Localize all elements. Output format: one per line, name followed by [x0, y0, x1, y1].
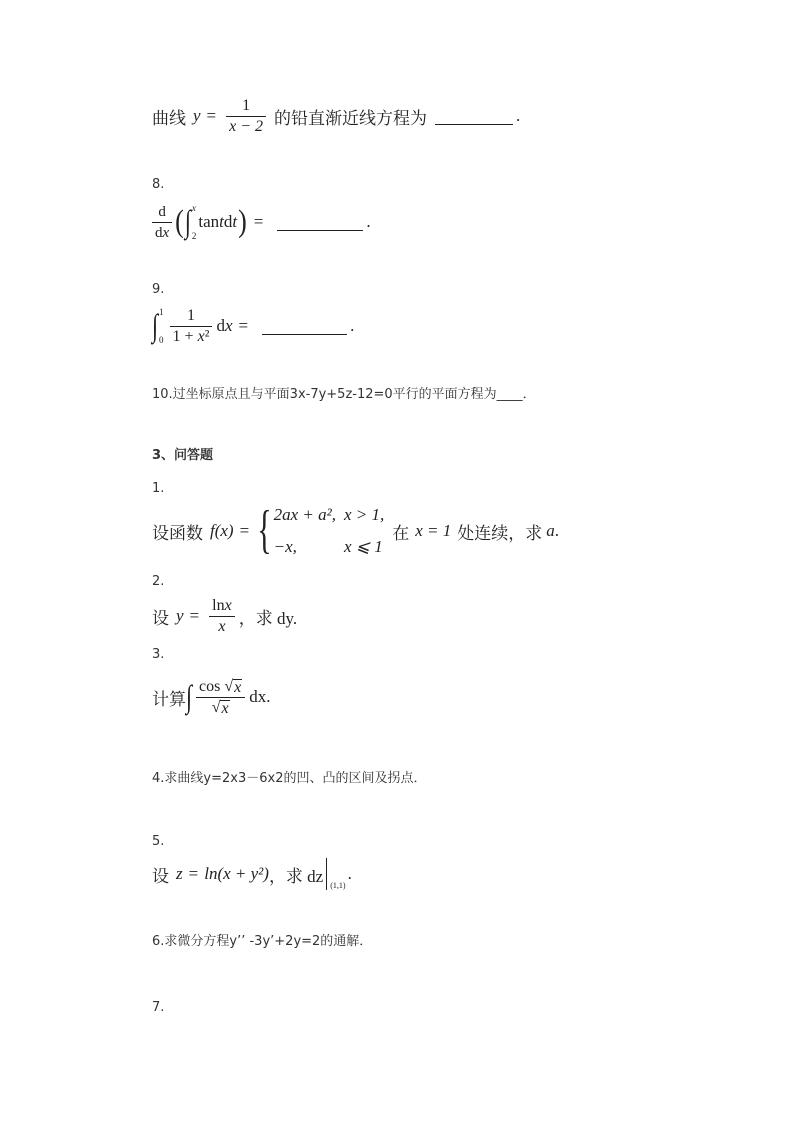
q9-period: .	[350, 316, 355, 335]
integral-upper-limit: 1	[159, 307, 164, 317]
q9-den-exponent: ²	[204, 327, 210, 345]
qa-7-number: 7.	[152, 1000, 165, 1015]
qa2-fraction-numerator	[209, 597, 235, 617]
evaluation-bar-line	[326, 858, 327, 890]
sqrt-radicand: x	[221, 699, 229, 717]
differential-d: d	[216, 316, 225, 335]
qa2-log-function: ln	[212, 596, 225, 614]
qa5-lhs-variable: z	[176, 864, 183, 883]
qa1-equals-sign: =	[239, 521, 250, 540]
differential-variable: x	[224, 316, 233, 335]
qa5-log-expression: ln(x + y²)	[204, 864, 269, 883]
qa2-log-variable: x	[224, 596, 232, 614]
right-parenthesis: )	[238, 204, 247, 239]
integral-sign: ∫	[152, 307, 159, 344]
derivative-denominator	[152, 223, 172, 242]
qa1-tail-at: 在	[392, 523, 410, 543]
qa5-lead-text: 设	[152, 866, 169, 886]
qa3-fraction-denominator	[196, 698, 245, 717]
qa3-numerator-sqrt	[224, 678, 242, 696]
qa-4-text: 4.求曲线y=2x3－6x2的凹、凸的区间及拐点．	[152, 771, 427, 786]
qa3-fraction	[196, 678, 245, 717]
qa-5-number: 5.	[152, 834, 165, 849]
sqrt-symbol: √	[211, 698, 221, 716]
differential-variable: t	[232, 212, 238, 231]
q7-answer-blank	[435, 124, 513, 125]
q9-fraction	[170, 307, 213, 346]
differential-d: d	[223, 212, 233, 231]
q9-den-constant: 1 +	[172, 327, 198, 345]
qa3-denominator-sqrt	[212, 699, 230, 717]
question-8-number: 8.	[152, 177, 165, 192]
q7-tail-text: 的铅直渐近线方程为	[274, 108, 428, 128]
q9-fraction-denominator	[170, 327, 213, 346]
qa3-tail-text: dx.	[249, 687, 271, 706]
qa2-lhs-variable: y	[176, 606, 184, 625]
q7-fraction	[226, 97, 266, 136]
qa-2-number: 2.	[152, 574, 165, 589]
qa-3-expression	[152, 672, 271, 722]
derivative-variable: x	[162, 224, 170, 241]
integral-limits	[192, 203, 197, 241]
qa-6-text: 6.求微分方程y’’ -3y’+2y=2的通解．	[152, 934, 373, 949]
qa-2-expression	[152, 594, 297, 638]
q7-lead-text: 曲线	[152, 108, 186, 128]
case-2-expression: −x,	[273, 537, 297, 556]
qa1-lead-text: 设函数	[152, 523, 203, 543]
qa2-lead-text: 设	[152, 608, 169, 628]
integrand-variable: t	[219, 212, 224, 231]
q7-fraction-numerator: 1	[226, 97, 266, 117]
qa5-tail-text: ，求 dz	[268, 866, 324, 886]
q9-fraction-numerator: 1	[170, 307, 213, 327]
q9-equals-sign: =	[238, 316, 249, 335]
qa-5-expression	[152, 855, 352, 893]
left-parenthesis: (	[175, 204, 184, 239]
question-7-asymptote	[152, 94, 520, 138]
qa1-period: .	[554, 521, 560, 540]
question-10-text: 10.过坐标原点且与平面3x-7y+5z-12=0平行的平面方程为____．	[152, 387, 536, 402]
left-brace: {	[257, 501, 272, 559]
case-2-condition: x ⩽ 1	[343, 537, 383, 556]
q9-answer-blank	[262, 334, 347, 335]
qa-1-number: 1.	[152, 481, 165, 496]
derivative-operator	[152, 203, 172, 242]
q7-period: .	[516, 106, 521, 125]
sqrt-radicand: x	[234, 678, 242, 696]
qa3-fraction-numerator	[196, 678, 245, 698]
qa2-fraction	[209, 597, 235, 636]
integral-limits	[159, 307, 164, 345]
question-8-expression	[152, 200, 371, 244]
case-1-condition: x > 1,	[343, 505, 385, 524]
question-9-expression	[152, 304, 354, 348]
derivative-numerator: d	[152, 203, 172, 223]
qa2-tail-text: ，求 dy.	[238, 608, 298, 628]
question-9-number: 9.	[152, 282, 165, 297]
integral-lower-limit: 2	[191, 231, 197, 241]
q9-definite-integral	[152, 307, 166, 345]
q8-equals-sign: =	[253, 212, 264, 231]
qa3-cos-function: cos	[199, 677, 225, 695]
qa5-equals-sign: =	[188, 864, 199, 883]
qa-3-number: 3.	[152, 647, 165, 662]
qa5-period: .	[347, 864, 352, 883]
q7-fraction-denominator: x − 2	[229, 117, 264, 135]
section-title: 3、问答题	[152, 448, 214, 463]
q8-definite-integral	[185, 203, 199, 241]
qa3-lead-text: 计算	[152, 689, 186, 709]
q7-equals-sign: =	[206, 106, 217, 125]
evaluation-point: (1,1)	[330, 881, 346, 890]
qa2-fraction-denominator: x	[218, 617, 226, 635]
integral-lower-limit: 0	[159, 335, 164, 345]
derivative-d: d	[155, 224, 163, 241]
evaluation-bar	[326, 858, 345, 890]
integral-sign: ∫	[184, 203, 191, 240]
q9-den-variable: x	[197, 327, 205, 345]
q7-lhs-variable: y	[193, 106, 201, 125]
qa1-function: f(x)	[210, 521, 234, 540]
q8-answer-blank	[277, 230, 363, 231]
integrand-function: tan	[198, 212, 220, 231]
integral-sign: ∫	[186, 678, 193, 715]
qa-1-expression	[152, 501, 559, 561]
qa2-equals-sign: =	[189, 606, 200, 625]
qa1-tail-point: x = 1	[415, 521, 452, 540]
integral-upper-limit: x	[191, 203, 196, 213]
case-1-expression: 2ax + a²,	[273, 505, 336, 524]
qa1-tail-text: 处连续，求	[457, 523, 543, 543]
piecewise-cases	[274, 505, 385, 557]
sqrt-symbol: √	[224, 677, 234, 695]
qa1-tail-unknown: a	[546, 521, 555, 540]
q8-period: .	[366, 212, 371, 231]
